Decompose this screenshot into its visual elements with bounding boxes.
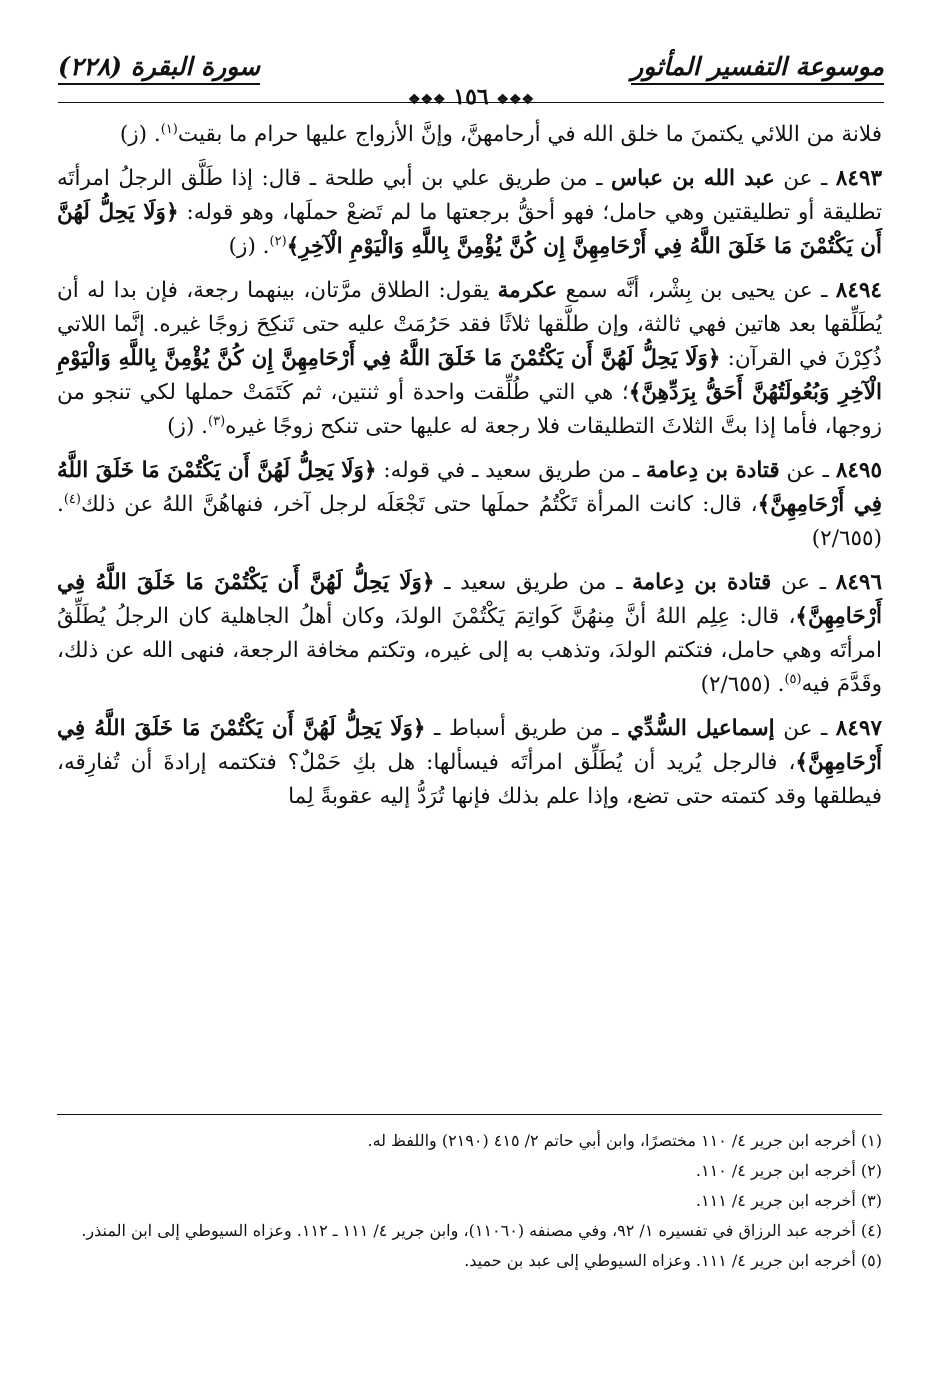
paragraph-text: يقول: الطلاق مرَّتان، بينهما رجعة، فإن بدا له أن يُطَلِّقها بعد هاتين فهي ثالثة، وإن طلَّقها ثلاثًا فقد حَرُمَتْ عليه حتى تَنكِحَ زوجًا غيره. إنَّما اللاتي ذُكِرْنَ في القرآن:: [57, 278, 882, 371]
page-header: [58, 42, 884, 110]
narrator-name: إسماعيل السُّدِّي: [627, 716, 775, 741]
footnote-4: (٤) أخرجه عبد الرزاق في تفسيره ١/ ٩٢، وفي مصنفه (١١٠٦٠)، وابن جرير ٤/ ١١١ ـ ١١٢. وعزاه السيوطي إلى ابن المنذر.: [81, 1221, 882, 1240]
page-number: ١٥٦: [453, 84, 489, 110]
paragraph-tail: . (٢/٦٥٥): [57, 492, 882, 551]
footnote-2: (٢) أخرجه ابن جرير ٤/ ١١٠.: [695, 1161, 882, 1180]
narrator-name: عكرمة: [497, 278, 558, 303]
footnote-1: (١) أخرجه ابن جرير ٤/ ١١٠ مختصرًا، وابن أبي حاتم ٢/ ٤١٥ (٢١٩٠) واللفظ له.: [367, 1131, 882, 1150]
running-head-surah: [58, 52, 260, 85]
narrator-name: عبد الله بن عباس: [611, 166, 775, 191]
footnote-ref: (١): [160, 121, 178, 137]
report-number: ٨٤٩٧: [835, 716, 882, 741]
report-prefix: ـ عن: [774, 716, 836, 741]
paragraph-text-2: ، قال: كانت المرأة تَكْتُمُ حملَها حتى تَجْعَلَه لرجل آخر، فنهاهُنَّ اللهُ عن ذلك: [80, 492, 758, 517]
quran-quote: ﴿وَلَا يَحِلُّ لَهُنَّ أَن يَكْتُمْنَ مَا خَلَقَ اللَّهُ فِي أَرْحَامِهِنَّ﴾: [57, 716, 882, 775]
verse-reference: (٢٢٨): [58, 52, 122, 81]
quran-quote: ﴿وَلَا يَحِلُّ لَهُنَّ أَن يَكْتُمْنَ مَا خَلَقَ اللَّهُ فِي أَرْحَامِهِنَّ﴾: [57, 570, 882, 629]
paragraph-tail: . (ز): [228, 234, 270, 259]
main-text: [57, 118, 882, 824]
paragraph-text: ـ من طريق سعيد ـ: [434, 570, 633, 595]
narrator-name: قتادة بن دِعامة: [632, 570, 772, 595]
running-head-book-title: موسوعة التفسير المأثور: [631, 52, 884, 85]
paragraph-text: ـ من طريق سعيد ـ في قوله:: [376, 458, 647, 483]
ornament-left: ❖❖❖: [496, 92, 535, 108]
narrator-name: قتادة بن دِعامة: [646, 458, 780, 483]
report-8497: [57, 712, 882, 814]
report-8495: [57, 454, 882, 556]
paragraph-text: فلانة من اللائي يكتمنَ ما خلق الله في أرحامهنَّ، وإنَّ الأزواج عليها حرام ما بقيت: [177, 122, 882, 147]
footnote-ref: (٤): [63, 491, 81, 507]
paragraph-text-2: ، قال: عِلِم اللهُ أنَّ مِنهُنَّ كَواتِمَ يَكْتُمْنَ الولدَ، وكان أهلُ الجاهلية كان الرجلُ يُطَلِّقُ امرأتَه وهي حامل، فتكتم الولدَ، وتذهب به إلى غيره، وتكتم مخافة الرجعة، فنهى الله عن ذلك، وقَدَّمَ فيه: [57, 604, 882, 697]
quran-quote: ﴿وَلَا يَحِلُّ لَهُنَّ أَن يَكْتُمْنَ مَا خَلَقَ اللَّهُ فِي أَرْحَامِهِنَّ﴾: [57, 458, 882, 517]
report-8496: [57, 566, 882, 702]
paragraph-text: ـ من طريق علي بن أبي طلحة ـ قال: إذا طَلَّق الرجلُ امرأتَه تطليقة أو تطليقتين وهي حامل؛ فهو أحقُّ برجعتها ما لم تَضعْ حملَها، وهو قوله:: [57, 166, 882, 225]
footnote-ref: (٥): [784, 671, 802, 687]
report-prefix: ـ عن: [774, 166, 836, 191]
footnotes: [57, 1128, 882, 1278]
paragraph-tail: . (ز): [119, 122, 161, 147]
paragraph-tail: . (٢/٦٥٥): [700, 672, 785, 697]
report-8493: [57, 162, 882, 264]
report-prefix: ـ عن يحيى بن بِشْر، أنَّه سمع: [557, 278, 836, 303]
report-prefix: ـ عن: [771, 570, 836, 595]
page-number-block: [58, 84, 884, 110]
footnote-ref: (٣): [208, 413, 226, 429]
paragraph-text-2: ، فالرجل يُريد أن يُطَلِّق امرأتَه فيسألها: هل بكِ حَمْلٌ؟ فتكتمه إرادةَ أن تُفارِقه، فيطلقها وقد كتمته حتى تضع، وإذا علم بذلك فإنها تُرَدُّ إليه عقوبةً لِما: [57, 750, 882, 809]
report-number: ٨٤٩٥: [835, 458, 883, 483]
paragraph-text-2: ؛ هي التي طُلِّقت واحدة أو ثنتين، ثم كَتَمَتْ حملها لكي تنجو من زوجها، فأما إذا بتَّ الثلاثَ التطليقات فلا رجعة له عليها حتى تنكح زوجًا غيره: [57, 380, 882, 439]
surah-label: سورة البقرة: [130, 52, 261, 81]
footnote-separator: [57, 1114, 882, 1115]
report-8494: [57, 274, 882, 444]
paragraph-continuation: [57, 118, 882, 152]
footnote-5: (٥) أخرجه ابن جرير ٤/ ١١١. وعزاه السيوطي إلى عبد بن حميد.: [464, 1251, 882, 1270]
header-rule: [58, 102, 884, 103]
report-number: ٨٤٩٣: [835, 166, 882, 191]
report-prefix: ـ عن: [779, 458, 836, 483]
footnote-3: (٣) أخرجه ابن جرير ٤/ ١١١.: [695, 1191, 882, 1210]
quran-quote: ﴿وَلَا يَحِلُّ لَهُنَّ أَن يَكْتُمْنَ مَا خَلَقَ اللَّهُ فِي أَرْحَامِهِنَّ إِن كُنَّ يُؤْمِنَّ بِاللَّهِ وَالْيَوْمِ الْآخِرِ﴾: [57, 200, 882, 259]
footnote-ref: (٢): [269, 233, 287, 249]
report-number: ٨٤٩٤: [835, 278, 882, 303]
paragraph-text: ـ من طريق أسباط ـ: [425, 716, 628, 741]
paragraph-tail: . (ز): [167, 414, 208, 439]
report-number: ٨٤٩٦: [835, 570, 882, 595]
ornament-right: ❖❖❖: [407, 92, 446, 108]
quran-quote: ﴿وَلَا يَحِلُّ لَهُنَّ أَن يَكْتُمْنَ مَا خَلَقَ اللَّهُ فِي أَرْحَامِهِنَّ إِن كُنَّ يُؤْمِنَّ بِاللَّهِ وَالْيَوْمِ الْآخِرِ وَبُعُولَتُهُنَّ أَحَقُّ بِرَدِّهِنَّ﴾: [57, 346, 883, 405]
